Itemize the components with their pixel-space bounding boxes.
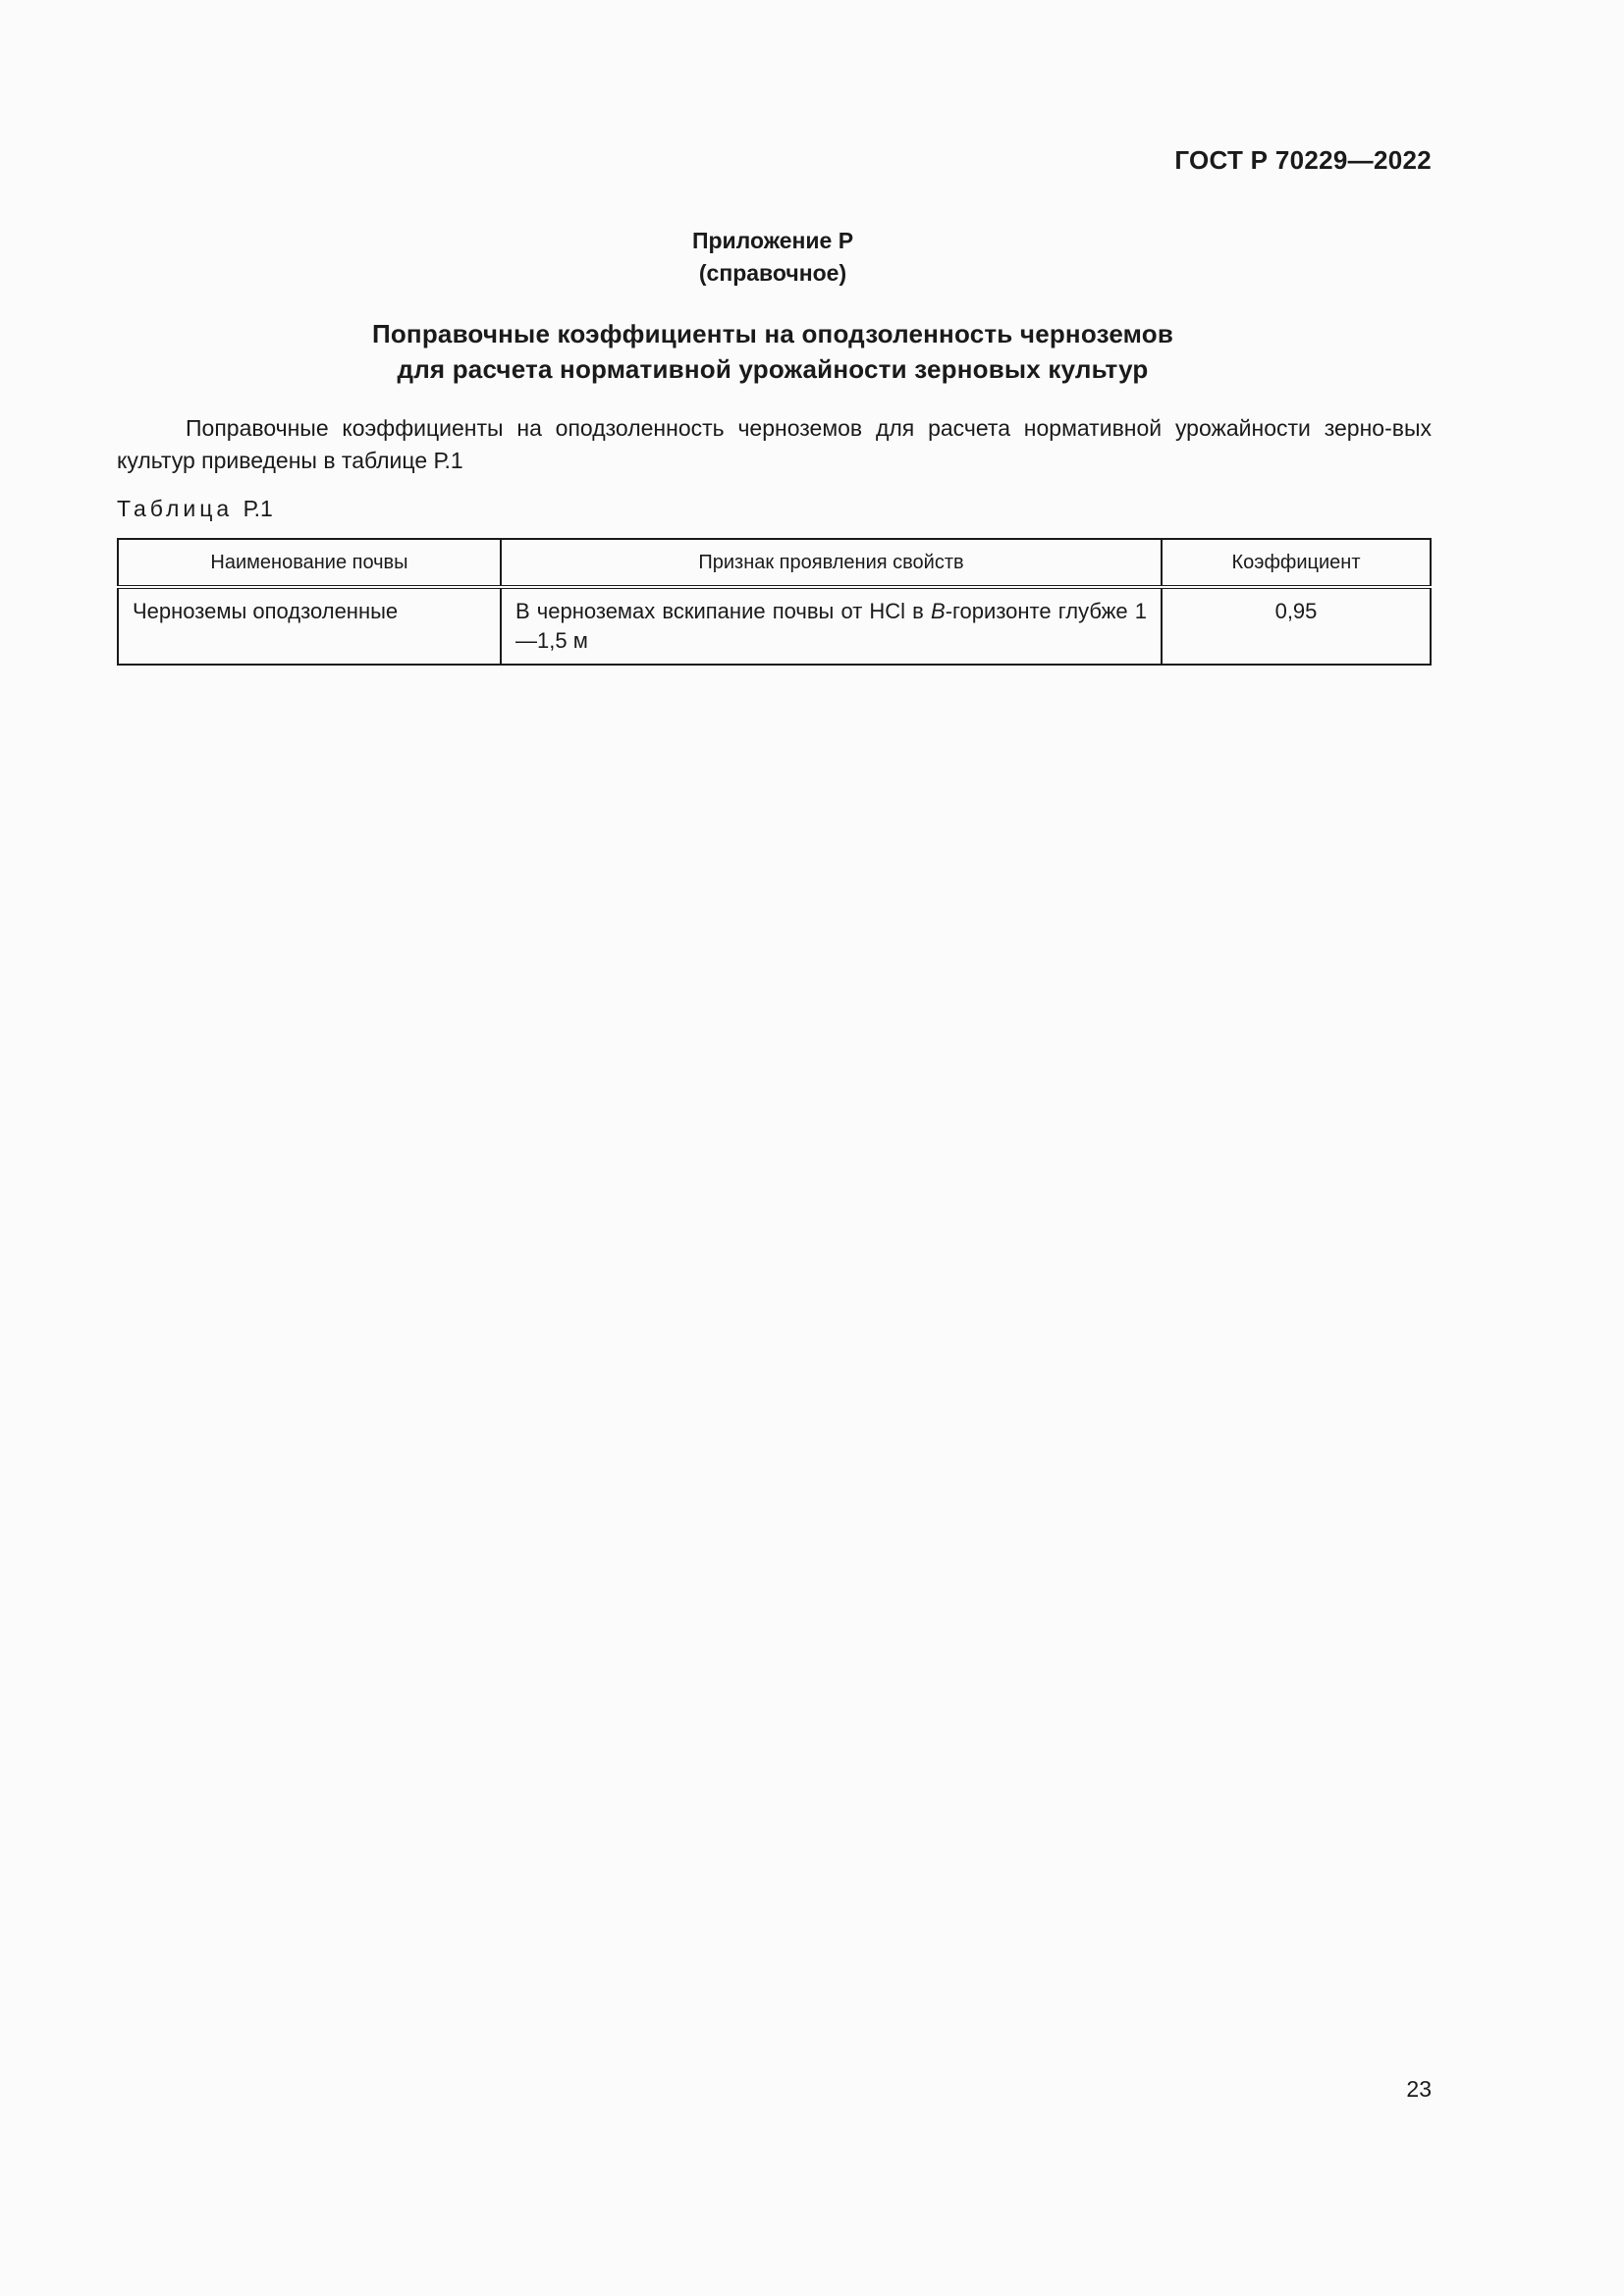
header-coefficient: Коэффициент (1162, 539, 1431, 587)
annex-title-line-2: для расчета нормативной урожайности зерновых культур (397, 354, 1149, 384)
annex-status: (справочное) (698, 260, 847, 286)
cell-property-sign-text-start: В черноземах вскипание почвы от HCl в (515, 599, 931, 623)
cell-property-sign-horizon: B (931, 599, 946, 623)
cell-coefficient: 0,95 (1162, 587, 1431, 665)
intro-paragraph: Поправочные коэффициенты на оподзоленность черноземов для расчета нормативной урожайности зерно-вых культур приведены в таблице Р.1 (117, 415, 1432, 473)
table-caption (117, 496, 273, 522)
cell-soil-name: Черноземы оподзоленные (118, 587, 501, 665)
cell-property-sign-text-end: -горизонте глубже 1—1,5 м (515, 599, 1148, 653)
table-caption-word: Таблица (117, 496, 234, 521)
header-soil-name: Наименование почвы (118, 539, 501, 587)
annex-title-line-1: Поправочные коэффициенты на оподзоленность черноземов (371, 319, 1174, 348)
cell-property-sign (501, 587, 1162, 665)
annex-heading (0, 225, 1545, 290)
document-code: ГОСТ Р 70229—2022 (1174, 145, 1432, 175)
table-row (118, 587, 1431, 665)
table-header-row (118, 539, 1431, 587)
header-property-sign: Признак проявления свойств (501, 539, 1162, 587)
annex-title (0, 316, 1545, 387)
page-number: 23 (1406, 2076, 1432, 2102)
annex-label: Приложение Р (691, 228, 854, 253)
coefficients-table (117, 538, 1432, 666)
table-caption-number: Р.1 (243, 496, 273, 521)
